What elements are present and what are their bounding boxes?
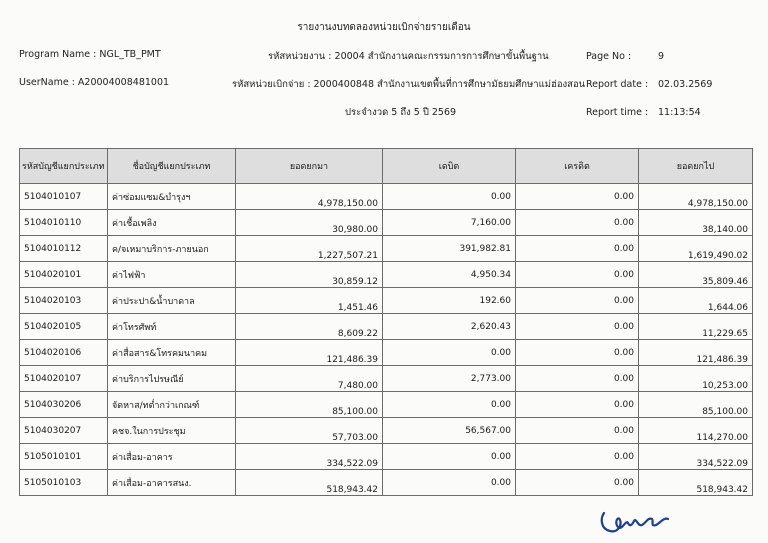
credit-cell: 0.00: [516, 444, 639, 470]
brought-forward-cell: 85,100.00: [236, 392, 383, 418]
credit-cell: 0.00: [516, 470, 639, 496]
carried-forward-cell: 1,644.06: [639, 288, 753, 314]
account-name-cell: ค่าไฟฟ้า: [108, 262, 236, 288]
column-header-brought-forward: ยอดยกมา: [236, 149, 383, 184]
account-name-cell: ค่าสื่อสาร&โทรคมนาคม: [108, 340, 236, 366]
carried-forward-cell: 38,140.00: [639, 210, 753, 236]
brought-forward-cell: 334,522.09: [236, 444, 383, 470]
table-body: [20, 184, 753, 496]
table-row: [20, 366, 753, 392]
debit-cell: 56,567.00: [383, 418, 516, 444]
carried-forward-cell: 121,486.39: [639, 340, 753, 366]
credit-cell: 0.00: [516, 210, 639, 236]
debit-cell: 0.00: [383, 470, 516, 496]
debit-cell: 2,773.00: [383, 366, 516, 392]
credit-cell: 0.00: [516, 314, 639, 340]
debit-cell: 0.00: [383, 184, 516, 210]
account-code-cell: 5104020107: [20, 366, 108, 392]
account-name-cell: ค่าเชื้อเพลิง: [108, 210, 236, 236]
carried-forward-cell: 11,229.65: [639, 314, 753, 340]
credit-cell: 0.00: [516, 392, 639, 418]
account-name-cell: จัดหาส/ทต่ำกว่าเกณฑ์: [108, 392, 236, 418]
debit-cell: 2,620.43: [383, 314, 516, 340]
table-row: [20, 236, 753, 262]
credit-cell: 0.00: [516, 184, 639, 210]
carried-forward-cell: 10,253.00: [639, 366, 753, 392]
account-name-cell: ค่าโทรศัพท์: [108, 314, 236, 340]
carried-forward-cell: 114,270.00: [639, 418, 753, 444]
column-header-code: รหัสบัญชีแยกประเภท: [20, 149, 108, 184]
table-row: [20, 444, 753, 470]
debit-cell: 4,950.34: [383, 262, 516, 288]
debit-cell: 0.00: [383, 340, 516, 366]
account-name-cell: คชจ.ในการประชุม: [108, 418, 236, 444]
brought-forward-cell: 4,978,150.00: [236, 184, 383, 210]
column-header-carried-forward: ยอดยกไป: [639, 149, 753, 184]
brought-forward-cell: 518,943.42: [236, 470, 383, 496]
table-row: [20, 210, 753, 236]
debit-cell: 0.00: [383, 444, 516, 470]
brought-forward-cell: 8,609.22: [236, 314, 383, 340]
table-row: [20, 392, 753, 418]
brought-forward-cell: 30,859.12: [236, 262, 383, 288]
carried-forward-cell: 1,619,490.02: [639, 236, 753, 262]
account-name-cell: ค่าบริการไปรษณีย์: [108, 366, 236, 392]
table-row: [20, 340, 753, 366]
credit-cell: 0.00: [516, 366, 639, 392]
program-name: Program Name : NGL_TB_PMT: [19, 49, 161, 60]
carried-forward-cell: 518,943.42: [639, 470, 753, 496]
user-name: UserName : A20004008481001: [19, 77, 170, 88]
account-code-cell: 5105010101: [20, 444, 108, 470]
page-no-value: 9: [658, 51, 665, 62]
credit-cell: 0.00: [516, 236, 639, 262]
brought-forward-cell: 7,480.00: [236, 366, 383, 392]
debit-cell: 0.00: [383, 392, 516, 418]
report-date-value: 02.03.2569: [658, 79, 713, 90]
credit-cell: 0.00: [516, 340, 639, 366]
debit-cell: 192.60: [383, 288, 516, 314]
account-name-cell: ค่าซ่อมแซม&บำรุงฯ: [108, 184, 236, 210]
agency-code: รหัสหน่วยงาน : 20004 สำนักงานคณะกรรมการการศึกษาขั้นพื้นฐาน: [268, 51, 549, 62]
table-row: [20, 418, 753, 444]
table-row: [20, 262, 753, 288]
debit-cell: 7,160.00: [383, 210, 516, 236]
table-row: [20, 470, 753, 496]
account-code-cell: 5105010103: [20, 470, 108, 496]
credit-cell: 0.00: [516, 288, 639, 314]
carried-forward-cell: 4,978,150.00: [639, 184, 753, 210]
brought-forward-cell: 121,486.39: [236, 340, 383, 366]
signature-icon: [598, 505, 678, 537]
credit-cell: 0.00: [516, 418, 639, 444]
carried-forward-cell: 85,100.00: [639, 392, 753, 418]
table-header-row: [20, 149, 753, 184]
brought-forward-cell: 30,980.00: [236, 210, 383, 236]
account-code-cell: 5104020103: [20, 288, 108, 314]
debit-cell: 391,982.81: [383, 236, 516, 262]
column-header-credit: เครดิต: [516, 149, 639, 184]
brought-forward-cell: 1,227,507.21: [236, 236, 383, 262]
column-header-name: ชื่อบัญชีแยกประเภท: [108, 149, 236, 184]
trial-balance-table: [19, 148, 753, 496]
report-date-label: Report date :: [586, 79, 649, 90]
carried-forward-cell: 35,809.46: [639, 262, 753, 288]
page-no-label: Page No :: [586, 51, 632, 62]
table-row: [20, 314, 753, 340]
account-code-cell: 5104030207: [20, 418, 108, 444]
account-code-cell: 5104020105: [20, 314, 108, 340]
report-time-label: Report time :: [586, 107, 649, 118]
account-code-cell: 5104030206: [20, 392, 108, 418]
report-period: ประจำงวด 5 ถึง 5 ปี 2569: [345, 107, 457, 118]
account-name-cell: ค/จเหมาบริการ-ภายนอก: [108, 236, 236, 262]
table-row: [20, 288, 753, 314]
report-title: รายงานงบทดลองหน่วยเบิกจ่ายรายเดือน: [297, 22, 471, 33]
disbursement-unit: รหัสหน่วยเบิกจ่าย : 2000400848 สำนักงานเขตพื้นที่การศึกษามัธยมศึกษาแม่ฮ่องสอน: [232, 79, 586, 90]
brought-forward-cell: 1,451.46: [236, 288, 383, 314]
account-code-cell: 5104010110: [20, 210, 108, 236]
report-time-value: 11:13:54: [658, 107, 701, 118]
account-name-cell: ค่าเสื่อม-อาคารสนง.: [108, 470, 236, 496]
credit-cell: 0.00: [516, 262, 639, 288]
account-code-cell: 5104010112: [20, 236, 108, 262]
table-row: [20, 184, 753, 210]
brought-forward-cell: 57,703.00: [236, 418, 383, 444]
account-code-cell: 5104020101: [20, 262, 108, 288]
column-header-debit: เดบิต: [383, 149, 516, 184]
carried-forward-cell: 334,522.09: [639, 444, 753, 470]
account-code-cell: 5104020106: [20, 340, 108, 366]
account-code-cell: 5104010107: [20, 184, 108, 210]
account-name-cell: ค่าเสื่อม-อาคาร: [108, 444, 236, 470]
account-name-cell: ค่าประปา&น้ำบาดาล: [108, 288, 236, 314]
